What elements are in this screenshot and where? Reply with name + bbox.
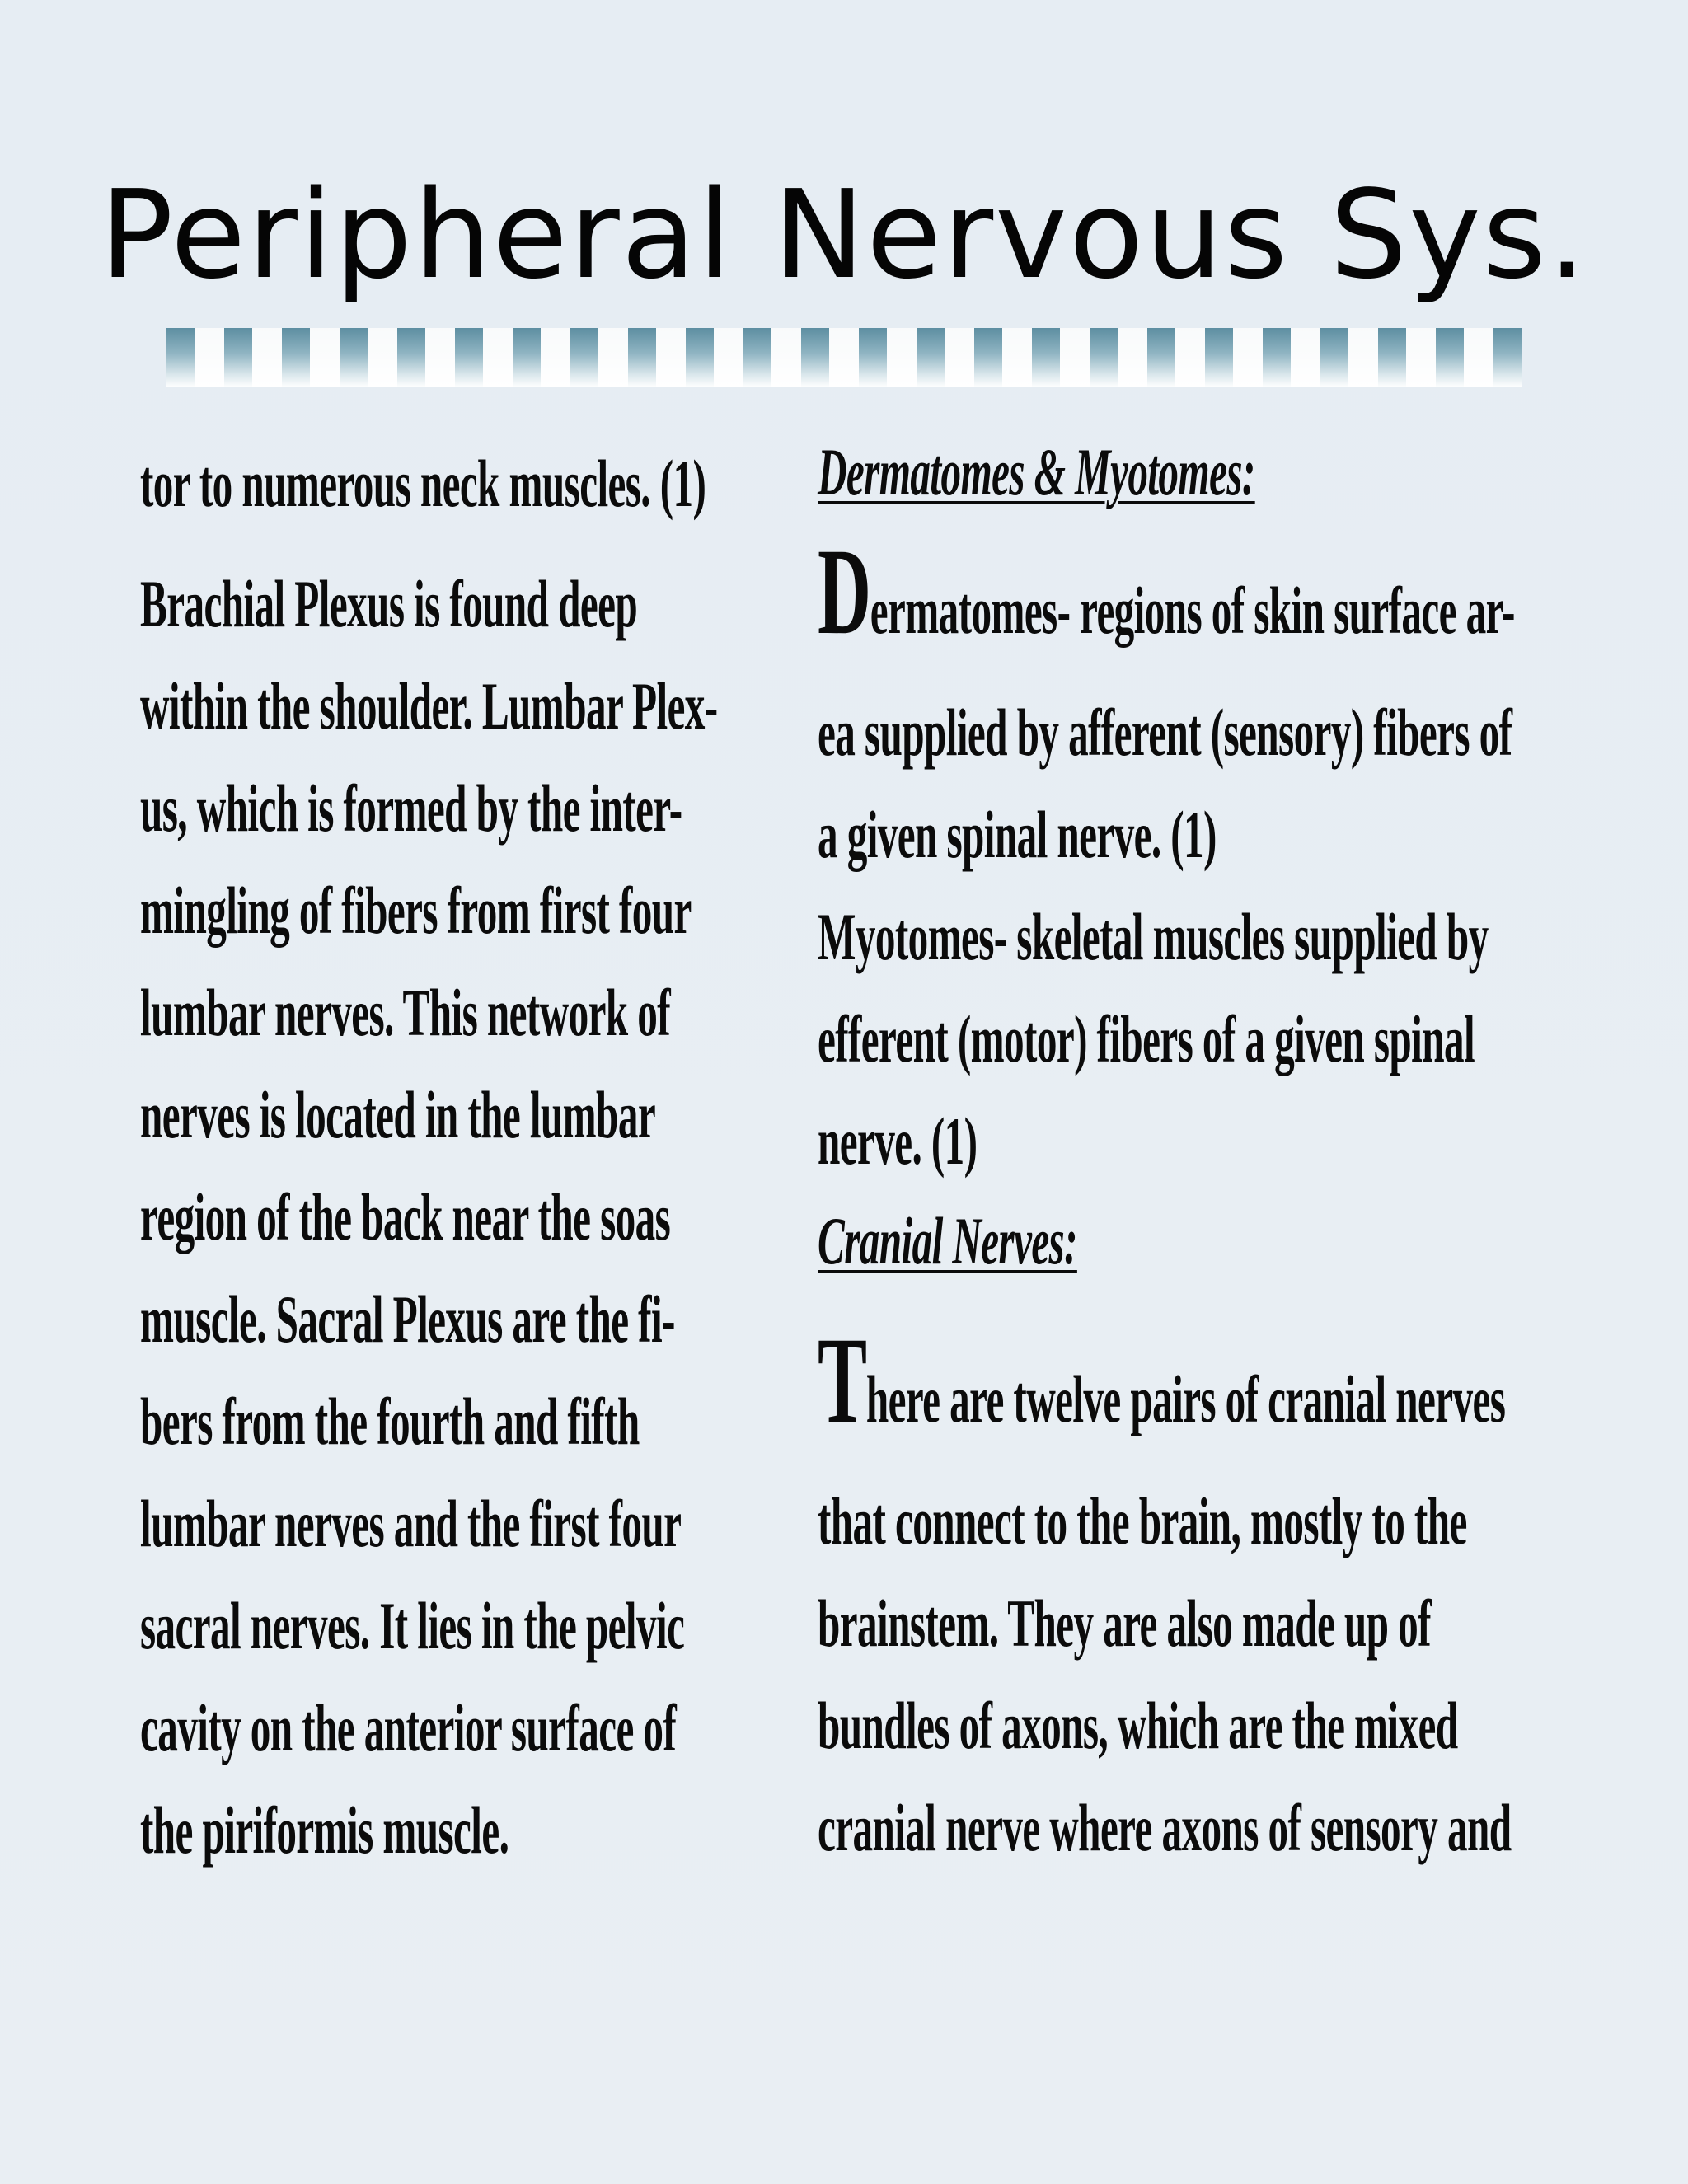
- text-line: [818, 1312, 1506, 1451]
- line-gap: [818, 1451, 1625, 1470]
- line-gap: [818, 662, 1625, 682]
- section-heading-cranial: Cranial Nerves:: [818, 1203, 1077, 1278]
- section-heading-dermatomes: Dermatomes & Myotomes:: [818, 434, 1255, 509]
- text-line: cranial nerve where axons of sensory and: [818, 1790, 1512, 1865]
- left-column: [140, 433, 799, 1882]
- text-line: us, which is formed by the inter-: [140, 771, 682, 846]
- text-line: the piriformis muscle.: [140, 1793, 509, 1868]
- text-line: a given spinal nerve. (1): [818, 797, 1217, 872]
- text-line-rest: ermatomes- regions of skin surface ar-: [870, 573, 1515, 648]
- text-line: efferent (motor) fibers of a given spinal: [818, 1001, 1475, 1076]
- text-line: tor to numerous neck muscles. (1): [140, 446, 706, 521]
- drop-cap: D: [818, 523, 870, 660]
- text-line: bundles of axons, which are the mixed: [818, 1688, 1458, 1763]
- heading-gap: [818, 1286, 1625, 1339]
- paragraph-gap: [140, 535, 799, 553]
- title-decorative-rule: [166, 328, 1522, 387]
- text-line-rest: here are twelve pairs of cranial nerves: [865, 1361, 1506, 1436]
- page-title: Peripheral Nervous Sys.: [100, 164, 1588, 306]
- text-line: ea supplied by afferent (sensory) fibers of: [818, 695, 1512, 770]
- text-line: lumbar nerves. This network of: [140, 975, 671, 1050]
- text-line: cavity on the anterior surface of: [140, 1690, 677, 1765]
- drop-cap: T: [818, 1312, 866, 1449]
- heading-gap: [818, 518, 1625, 551]
- text-line: mingling of fibers from first four: [140, 873, 692, 948]
- text-line: bers from the fourth and fifth: [140, 1384, 640, 1459]
- text-line: Myotomes- skeletal muscles supplied by: [818, 899, 1489, 974]
- text-line: Brachial Plexus is found deep: [140, 566, 638, 641]
- text-line: within the shoulder. Lumbar Plex-: [140, 668, 718, 743]
- text-line: that connect to the brain, mostly to the: [818, 1483, 1467, 1558]
- text-line: lumbar nerves and the first four: [140, 1486, 682, 1561]
- text-line: brainstem. They are also made up of: [818, 1586, 1431, 1661]
- text-line: [818, 523, 1515, 662]
- text-line: nerves is located in the lumbar: [140, 1077, 656, 1152]
- text-line: sacral nerves. It lies in the pelvic: [140, 1588, 685, 1663]
- text-line: region of the back near the soas: [140, 1179, 671, 1254]
- text-line: muscle. Sacral Plexus are the fi-: [140, 1282, 675, 1357]
- text-line: nerve. (1): [818, 1104, 978, 1179]
- right-column: [818, 427, 1625, 1879]
- rule-stripes: [166, 328, 1522, 387]
